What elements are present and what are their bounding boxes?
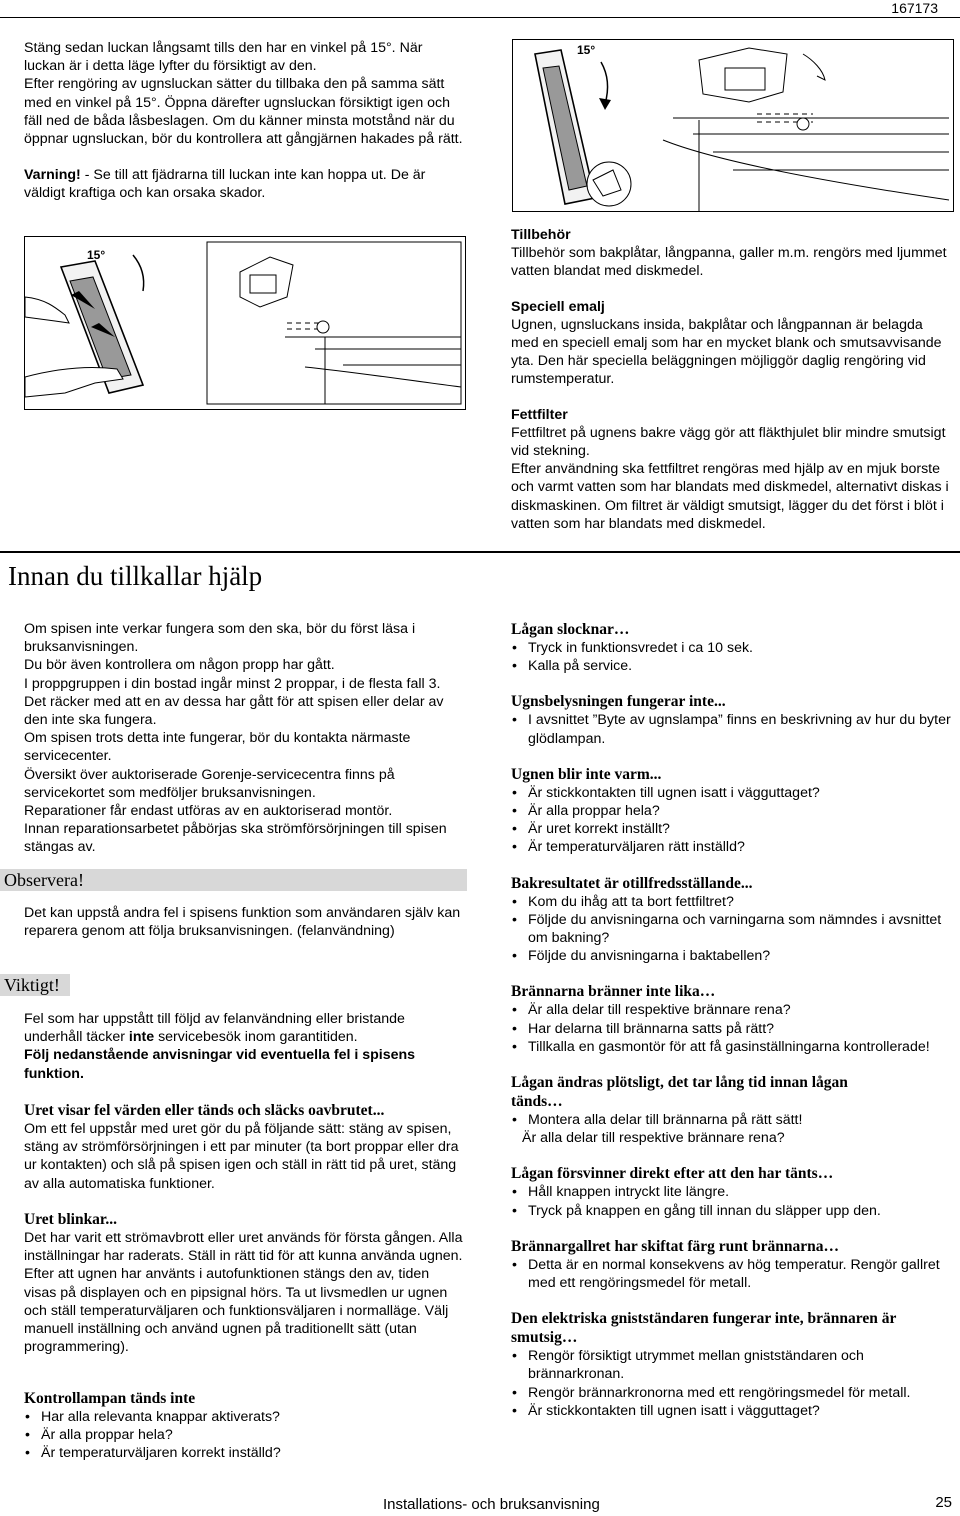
door-paragraph: Efter rengöring av ugnsluckan sätter du tillbaka den på samma sätt med en vinkel på 15°. Öppna därefter ugnsluckan försiktigt igen och fäll ned de båda låsbeslagen. Om du känner minsta motstånd när du öppnar ugnsluckan, bör du kontrollera att gångjärnen hakades på rätt. <box>24 76 463 148</box>
trouble-section <box>511 874 956 966</box>
intro-paragraph: Översikt över auktoriserade Gorenje-servicecentra finns på servicekortet som medföljer bruksanvisningen. <box>24 766 395 801</box>
section-title: Uret blinkar... <box>24 1211 118 1228</box>
list-item: • Följde du anvisningarna i baktabellen? <box>511 947 956 965</box>
blink-section <box>24 1210 464 1356</box>
list-item: • Följde du anvisningarna och varningarna som nämndes i avsnittet om bakning? <box>511 911 956 947</box>
section-title: Tillbehör <box>511 227 571 243</box>
section-title: Brännargallret har skiftat färg runt brännarna… <box>511 1237 839 1255</box>
angle-label: 15° <box>87 248 106 262</box>
section-title: Brännarna bränner inte lika… <box>511 983 716 1001</box>
section-tillbehor <box>511 226 951 281</box>
list-item: • Montera alla delar till brännarna på rätt sätt! <box>511 1111 956 1129</box>
list-item: • Är alla proppar hela? <box>511 802 956 820</box>
door-paragraph: Stäng sedan luckan långsamt tills den har en vinkel på 15°. När luckan är i detta läge lyfter du försiktigt av den. <box>24 40 423 75</box>
section-speciell-emalj <box>511 298 951 389</box>
intro-paragraph: Reparationer får endast utföras av en auktoriserad montör. <box>24 803 393 820</box>
trouble-section <box>511 1164 956 1219</box>
list-item: • Är temperaturväljaren rätt inställd? <box>511 838 956 856</box>
list-item: • Kalla på service. <box>511 657 956 675</box>
section-title: Lågan försvinner direkt efter att den har tänts… <box>511 1165 834 1183</box>
section-list <box>511 893 956 966</box>
cleaning-sections <box>511 226 951 533</box>
section-text: Ugnen, ugnsluckans insida, bakplåtar och långpannan är belagda med en speciell emalj som har en mycket blank och smutsavvisande yta. Den här speciella beläggningen möjliggör daglig rengöring vid rumstemperatur. <box>511 316 942 388</box>
section-title: Ugnsbelysningen fungerar inte... <box>511 693 726 711</box>
list-item: • Är alla delar till respektive brännare rena? <box>511 1001 956 1019</box>
trouble-section <box>511 1237 956 1292</box>
list-item: • Är stickkontakten till ugnen isatt i vägguttaget? <box>511 784 956 802</box>
section-list <box>511 1111 956 1129</box>
viktigt-text-post: servicebesök inom garantitiden. <box>154 1029 358 1046</box>
trouble-section <box>511 982 956 1056</box>
section-list <box>511 1256 956 1292</box>
list-item: • Är temperaturväljaren korrekt inställd? <box>24 1444 464 1462</box>
section-text: Om ett fel uppstår med uret gör du på följande sätt: stäng av spisen, stäng av strömförsörjningen i ett par minuter (ta bort proppar eller dra ur kontakten) och slå på spisen igen och ställ in rätt tid på uret, stäng av alla automatiska funktioner. <box>24 1121 459 1192</box>
viktigt-paragraph <box>24 1010 464 1046</box>
section-title: Ugnen blir inte varm... <box>511 765 662 783</box>
document-number: 167173 <box>891 0 938 16</box>
list-item: • Detta är en normal konsekvens av hög temperatur. Rengör gallret med ett rengöringsmedel för metall. <box>511 1256 956 1292</box>
observera-heading: Observera! <box>0 869 467 891</box>
section-title: Bakresultatet är otillfredsställande... <box>511 874 753 892</box>
list-item: • Rengör försiktigt utrymmet mellan gnistständaren och brännarkronan. <box>511 1347 956 1383</box>
list-item: • I avsnittet ”Byte av ugnslampa” finns en beskrivning av hur du byter glödlampan. <box>511 711 956 747</box>
section-text: Efter att ugnen har använts i autofunktionen stängs den av, tiden visas på displayen och en pipsignal hörs. Ta ut livsmedlen ur ugnen och ställ temperaturväljaren och funktionsväljaren i normalläge. Välj manuell inställning och använd ugnen på traditionellt sätt (utan programmering). <box>24 1266 449 1356</box>
viktigt-text-pre: Fel som har uppstått till följd av felanvändning eller bristande underhåll täcker <box>24 1011 405 1046</box>
list-item: • Tryck in funktionsvredet i ca 10 sek. <box>511 639 956 657</box>
list-item: • Kom du ihåg att ta bort fettfiltret? <box>511 893 956 911</box>
list-item: • Är uret korrekt inställt? <box>511 820 956 838</box>
section-title: Fettfilter <box>511 406 568 423</box>
page-title: Innan du tillkallar hjälp <box>8 561 263 591</box>
troubleshooting-list <box>511 620 956 1437</box>
section-text: Tillbehör som bakplåtar, långpanna, galler m.m. rengörs med ljummet vatten blandat med diskmedel. <box>511 245 947 280</box>
warning-paragraph <box>24 166 464 202</box>
door-instructions <box>24 39 464 203</box>
section-text: Efter användning ska fettfiltret rengöras med hjälp av en mjuk borste och varmt vatten som har blandats med diskmedel, alternativt diskas i diskmaskinen. Om filtret är väldigt smutsigt, lägger du det först i blöt i vatten som har blandats med diskmedel. <box>511 461 949 532</box>
list-item: • Har alla relevanta knappar aktiverats? <box>24 1408 464 1426</box>
viktigt-heading: Viktigt! <box>0 974 70 996</box>
list-item: • Håll knappen intryckt lite längre. <box>511 1183 956 1201</box>
section-text: Fettfiltret på ugnens bakre vägg gör att fläkthjulet blir mindre smutsigt vid stekning. <box>511 424 946 460</box>
section-title: Uret visar fel värden eller tänds och släcks oavbrutet... <box>24 1102 385 1119</box>
intro-paragraph: I proppgruppen i din bostad ingår minst 2 proppar, i de flesta fall 3. Det räcker med att en av dessa har gått för att spisen eller delar av den inte ska fungera. <box>24 675 444 729</box>
section-fettfilter <box>511 406 951 533</box>
lamp-list <box>24 1408 464 1463</box>
section-title: Kontrollampan tänds inte <box>24 1390 196 1407</box>
section-title: Den elektriska gnistständaren fungerar inte, brännaren är smutsig… <box>511 1310 897 1347</box>
list-item: • Är alla proppar hela? <box>24 1426 464 1444</box>
viktigt-text-bold: inte <box>128 1029 155 1046</box>
section-title: Lågan slocknar… <box>511 621 630 638</box>
angle-label: 15° <box>577 43 596 57</box>
list-item: • Tryck på knappen en gång till innan du släpper upp den. <box>511 1202 956 1220</box>
section-rule <box>0 551 960 553</box>
viktigt-text <box>24 1010 464 1083</box>
list-item: • Rengör brännarkronorna med ett rengöringsmedel för metall. <box>511 1384 956 1402</box>
section-list <box>511 1347 956 1420</box>
trouble-section <box>511 692 956 747</box>
intro-text <box>24 620 464 857</box>
trouble-section <box>511 1309 956 1420</box>
intro-paragraph: Du bör även kontrollera om någon propp har gått. <box>24 657 335 674</box>
list-item: • Är stickkontakten till ugnen isatt i vägguttaget? <box>511 1402 956 1420</box>
warning-label: Varning! <box>24 167 81 184</box>
observera-paragraph: Det kan uppstå andra fel i spisens funktion som användaren själv kan reparera genom att följa bruksanvisningen. (felanvändning) <box>24 905 461 940</box>
door-removal-illustration <box>25 237 465 409</box>
trouble-section <box>511 1073 956 1147</box>
clock-section <box>24 1101 464 1193</box>
section-list <box>511 711 956 747</box>
intro-paragraph: Innan reparationsarbetet påbörjas ska strömförsörjningen till spisen stängas av. <box>24 821 447 856</box>
section-list <box>511 1001 956 1056</box>
footer-text: Installations- och bruksanvisning <box>383 1496 600 1513</box>
section-list <box>511 784 956 857</box>
page-number: 25 <box>935 1494 952 1511</box>
door-removal-figure <box>24 236 466 410</box>
section-title: Lågan ändras plötsligt, det tar lång tid innan lågan tänds… <box>511 1074 848 1111</box>
intro-paragraph: Om spisen inte verkar fungera som den ska, bör du först läsa i bruksanvisningen. <box>24 621 416 656</box>
trouble-section <box>511 765 956 857</box>
section-list <box>511 1183 956 1219</box>
observera-text <box>24 904 464 940</box>
door-mount-figure <box>512 39 954 212</box>
list-item: • Tillkalla en gasmontör för att få gasinställningarna kontrollerade! <box>511 1038 956 1056</box>
trouble-section <box>511 620 956 675</box>
lamp-section <box>24 1389 464 1463</box>
section-text: Det har varit ett strömavbrott eller uret används för första gången. Alla inställningar har raderats. Ställ in rätt tid för att kunna använda ugnen. <box>24 1230 463 1265</box>
header-rule <box>0 17 960 18</box>
viktigt-bold-paragraph: Följ nedanstående anvisningar vid eventuella fel i spisens funktion. <box>24 1047 416 1082</box>
door-mount-illustration <box>513 40 953 211</box>
warning-text: - Se till att fjädrarna till luckan inte kan hoppa ut. De är väldigt kraftiga och kan orsaka skador. <box>24 167 426 202</box>
section-extra: Är alla delar till respektive brännare rena? <box>522 1130 785 1147</box>
section-list <box>511 639 956 675</box>
section-title: Speciell emalj <box>511 298 605 315</box>
intro-paragraph: Om spisen trots detta inte fungerar, bör du kontakta närmaste servicecenter. <box>24 730 411 765</box>
list-item: • Har delarna till brännarna satts på rätt? <box>511 1020 956 1038</box>
